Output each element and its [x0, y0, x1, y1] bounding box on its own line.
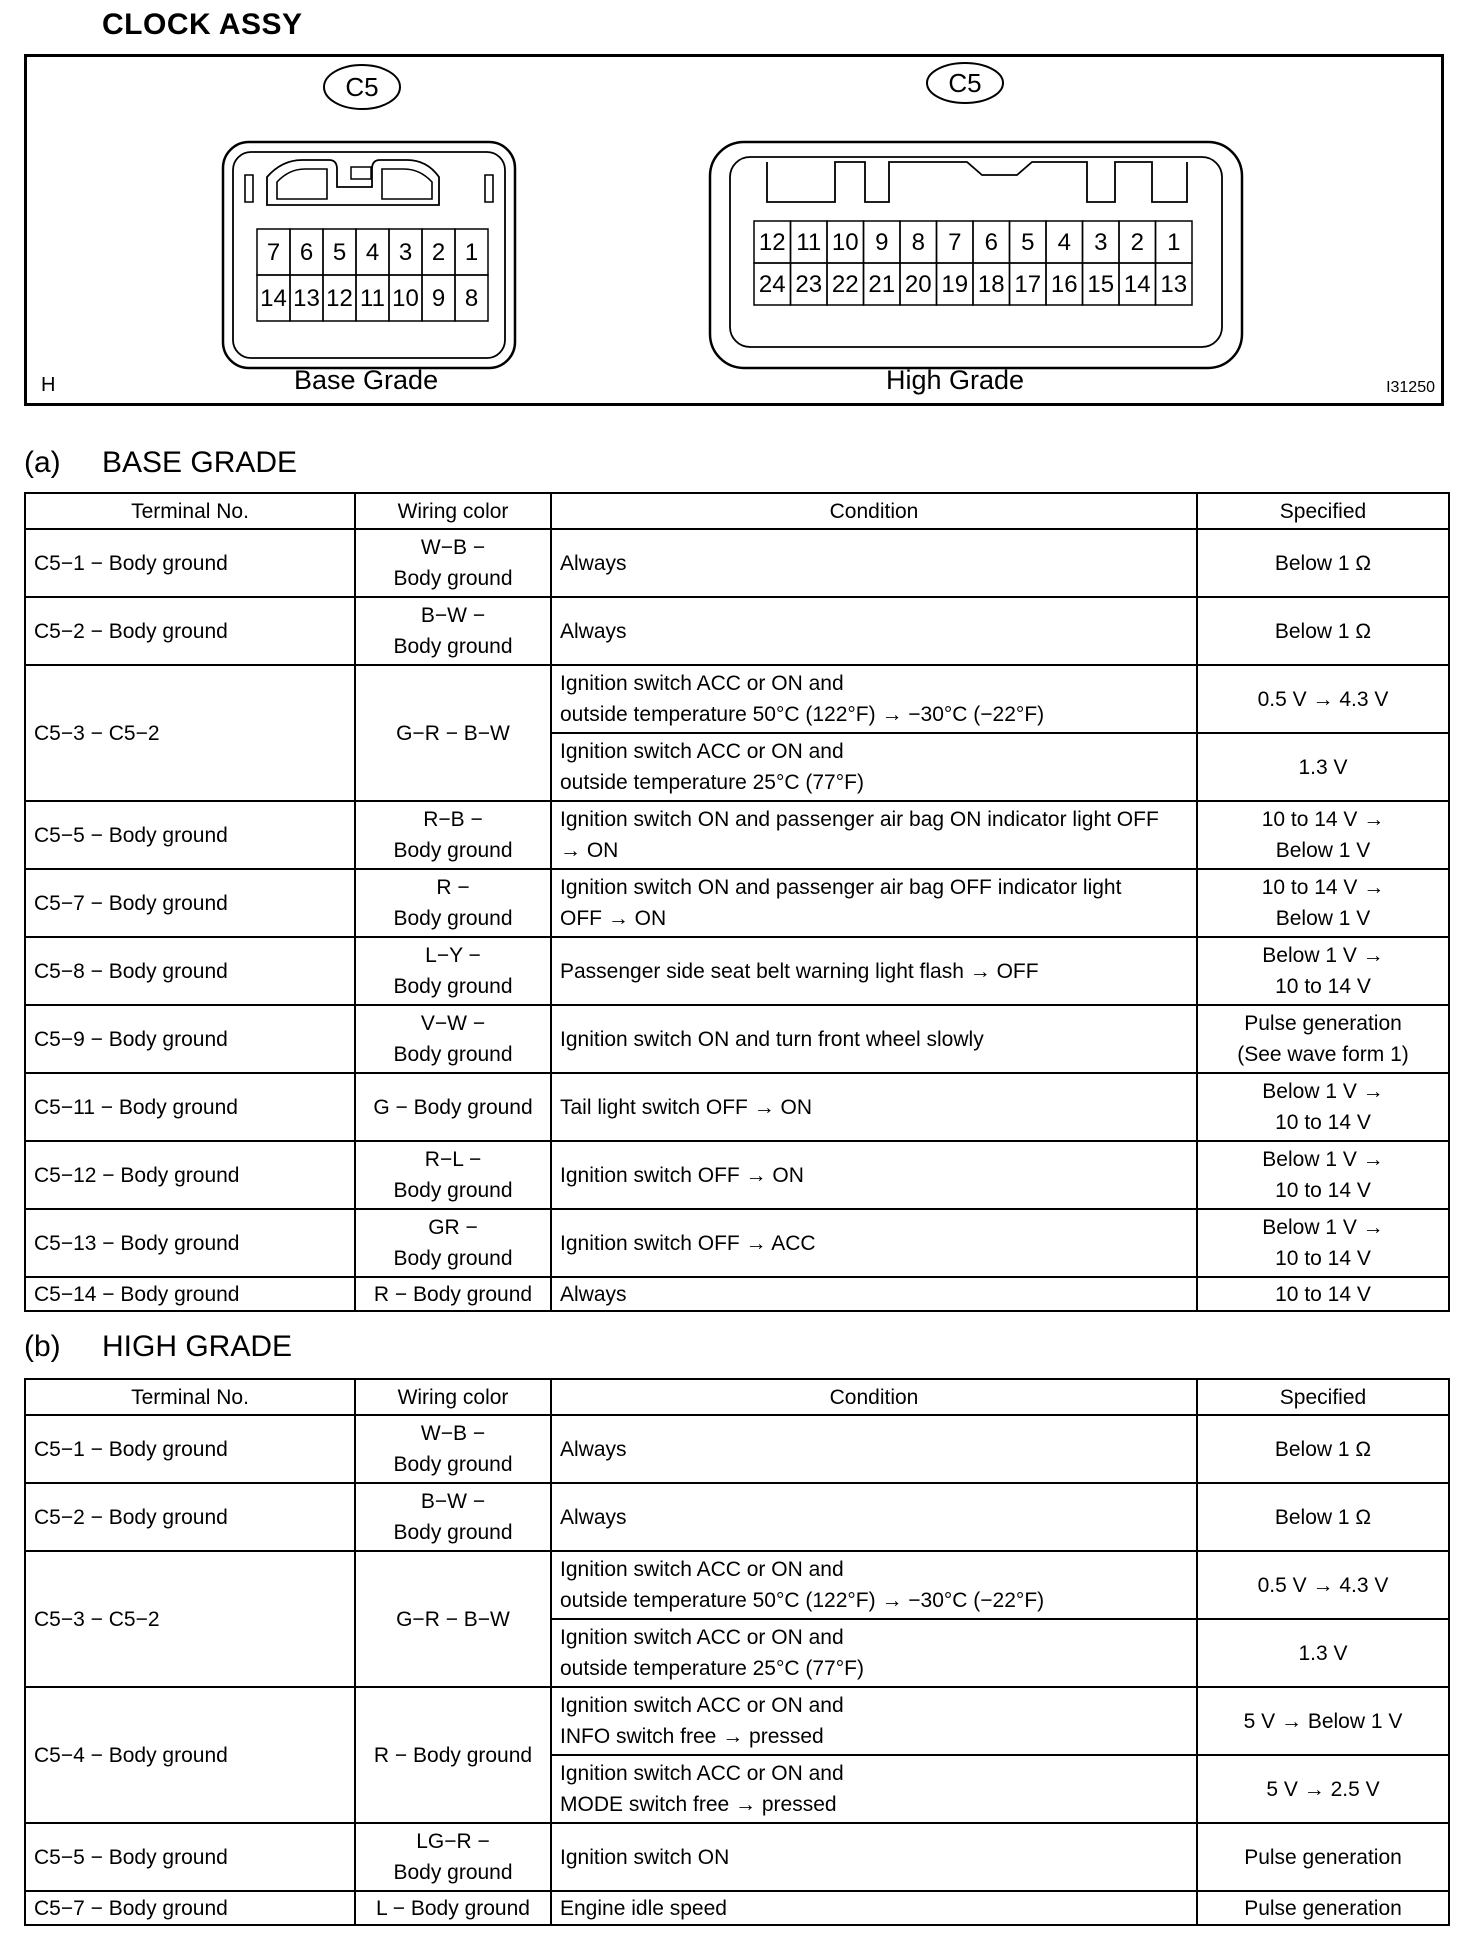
specified-line: 10 to 14 V: [1275, 1111, 1371, 1134]
terminal-cell: C5−3 − C5−2: [25, 1551, 355, 1687]
wiring-cell: [355, 1277, 551, 1311]
specified-line: Below 1 Ω: [1274, 551, 1372, 575]
base-key-notch: [351, 167, 371, 179]
terminal-cell: C5−2 − Body ground: [25, 1483, 355, 1551]
terminal-cell: C5−7 − Body ground: [25, 1891, 355, 1925]
pin-number: 16: [1050, 271, 1078, 298]
specified-cell: [1197, 1005, 1449, 1073]
wiring-line: Body ground: [393, 567, 513, 590]
specified-cell: [1197, 1209, 1449, 1277]
condition-line: → ON: [560, 839, 619, 862]
wiring-cell: [355, 1415, 551, 1483]
condition-cell: [551, 665, 1197, 733]
pin-number: 13: [293, 285, 320, 312]
pin-number: 12: [326, 285, 353, 312]
section-a-heading: [24, 446, 297, 480]
specified-cell: [1197, 1277, 1449, 1311]
table-row: [25, 1551, 1449, 1619]
pin-number: 1: [464, 239, 479, 266]
wiring-line: B−W −: [420, 1490, 486, 1513]
pin-number: 21: [868, 271, 896, 298]
table-row: [25, 937, 1449, 1005]
specified-line: 10 to 14 V: [1275, 1247, 1371, 1270]
specified-line: Below 1 V: [1275, 907, 1371, 930]
figure-code: I31250: [1386, 379, 1435, 396]
wiring-line: Body ground: [393, 1521, 513, 1544]
wiring-cell: [355, 1483, 551, 1551]
condition-cell: [551, 1619, 1197, 1687]
specified-line: 10 to 14 V →: [1261, 876, 1385, 899]
terminal-cell: C5−13 − Body ground: [25, 1209, 355, 1277]
header-wiring: Wiring color: [355, 493, 551, 529]
terminal-cell: C5−1 − Body ground: [25, 1415, 355, 1483]
specified-cell: [1197, 529, 1449, 597]
specified-cell: [1197, 1073, 1449, 1141]
wiring-line: GR −: [428, 1216, 478, 1239]
condition-line: Ignition switch ACC or ON and: [560, 1558, 844, 1581]
wiring-line: W−B −: [420, 1422, 486, 1445]
wiring-line: Body ground: [393, 1453, 513, 1476]
pin-number: 20: [904, 271, 932, 298]
wiring-line: G−R − B−W: [396, 1607, 510, 1631]
wiring-line: R − Body ground: [373, 1282, 533, 1306]
wiring-cell: [355, 1823, 551, 1891]
terminal-cell: C5−8 − Body ground: [25, 937, 355, 1005]
header-condition: Condition: [551, 493, 1197, 529]
wiring-line: LG−R −: [416, 1830, 490, 1853]
condition-cell: [551, 1209, 1197, 1277]
condition-cell: [551, 1415, 1197, 1483]
pin-number: 3: [1094, 229, 1108, 256]
specified-cell: [1197, 1687, 1449, 1755]
condition-cell: [551, 1277, 1197, 1311]
pin-number: 9: [431, 285, 446, 312]
condition-cell: [551, 937, 1197, 1005]
wiring-line: Body ground: [393, 1043, 513, 1066]
header-terminal: Terminal No.: [25, 1379, 355, 1415]
pin-number: 2: [431, 239, 446, 266]
specified-cell: [1197, 1141, 1449, 1209]
high-key-shape: [767, 162, 1187, 202]
high-grade-table: [24, 1378, 1450, 1926]
page-title: CLOCK ASSY: [102, 8, 303, 41]
section-b-letter: (b): [24, 1330, 61, 1363]
condition-line: Ignition switch ACC or ON and: [560, 740, 844, 763]
specified-cell: [1197, 1551, 1449, 1619]
condition-line: Always: [560, 1282, 627, 1306]
condition-cell: [551, 1687, 1197, 1755]
specified-line: Below 1 Ω: [1274, 619, 1372, 643]
specified-cell: [1197, 597, 1449, 665]
condition-line: Ignition switch ON and passenger air bag ON indicator light OFF: [560, 808, 1159, 831]
condition-cell: [551, 1755, 1197, 1823]
table-row: [25, 1073, 1449, 1141]
wiring-cell: [355, 1141, 551, 1209]
terminal-cell: C5−5 − Body ground: [25, 1823, 355, 1891]
condition-line: MODE switch free → pressed: [560, 1793, 837, 1816]
specified-line: Pulse generation: [1244, 1845, 1402, 1869]
base-pin-grid: [257, 229, 488, 321]
condition-line: Tail light switch OFF → ON: [560, 1095, 813, 1119]
specified-line: Below 1 V: [1275, 839, 1371, 862]
wiring-cell: [355, 1891, 551, 1925]
condition-line: outside temperature 50°C (122°F) → −30°C (−22°F): [560, 703, 1045, 726]
table-row: [25, 869, 1449, 937]
terminal-cell: C5−12 − Body ground: [25, 1141, 355, 1209]
section-a-title: BASE GRADE: [102, 446, 298, 479]
condition-line: Ignition switch ACC or ON and: [560, 1626, 844, 1649]
wiring-cell: [355, 937, 551, 1005]
pin-number: 2: [1130, 229, 1144, 256]
specified-line: 5 V → 2.5 V: [1266, 1777, 1380, 1801]
pin-number: 3: [398, 239, 413, 266]
wiring-line: Body ground: [393, 1861, 513, 1884]
table-row: [25, 1005, 1449, 1073]
condition-cell: [551, 597, 1197, 665]
condition-line: outside temperature 25°C (77°F): [560, 1657, 864, 1680]
specified-line: Below 1 Ω: [1274, 1505, 1372, 1529]
specified-line: 0.5 V → 4.3 V: [1257, 687, 1389, 711]
pin-number: 7: [948, 229, 962, 256]
wiring-line: Body ground: [393, 839, 513, 862]
wiring-line: R −: [436, 876, 470, 899]
terminal-cell: C5−1 − Body ground: [25, 529, 355, 597]
specified-line: 10 to 14 V: [1275, 1179, 1371, 1202]
header-condition: Condition: [551, 1379, 1197, 1415]
specified-line: Pulse generation: [1244, 1896, 1402, 1920]
base-key-detail: [277, 169, 432, 199]
connector-diagram: [27, 57, 1441, 403]
condition-line: Ignition switch ON: [560, 1845, 730, 1869]
terminal-cell: C5−11 − Body ground: [25, 1073, 355, 1141]
specified-line: (See wave form 1): [1237, 1043, 1409, 1066]
high-pin-grid: [754, 221, 1192, 305]
specified-line: Below 1 V →: [1262, 944, 1384, 967]
condition-line: Ignition switch OFF → ACC: [560, 1231, 816, 1255]
pin-number: 9: [875, 229, 889, 256]
condition-line: Ignition switch ACC or ON and: [560, 1762, 844, 1785]
specified-line: 0.5 V → 4.3 V: [1257, 1573, 1389, 1597]
wiring-line: Body ground: [393, 907, 513, 930]
specified-line: Below 1 Ω: [1274, 1437, 1372, 1461]
wiring-line: Body ground: [393, 1247, 513, 1270]
specified-cell: [1197, 1483, 1449, 1551]
specified-line: Below 1 V →: [1262, 1080, 1384, 1103]
specified-cell: [1197, 1415, 1449, 1483]
wiring-line: Body ground: [393, 975, 513, 998]
condition-cell: [551, 1073, 1197, 1141]
pin-number: 18: [977, 271, 1005, 298]
pin-number: 8: [464, 285, 479, 312]
wiring-line: L − Body ground: [376, 1896, 530, 1920]
specified-cell: [1197, 801, 1449, 869]
connector-figure: [24, 54, 1444, 406]
specified-cell: [1197, 665, 1449, 733]
wiring-cell: [355, 1209, 551, 1277]
terminal-cell: C5−14 − Body ground: [25, 1277, 355, 1311]
pin-number: 6: [299, 239, 314, 266]
wiring-line: L−Y −: [425, 944, 481, 967]
specified-line: 1.3 V: [1298, 755, 1348, 779]
condition-cell: [551, 1891, 1197, 1925]
condition-line: Always: [560, 1437, 627, 1461]
condition-line: outside temperature 50°C (122°F) → −30°C (−22°F): [560, 1589, 1045, 1612]
wiring-cell: [355, 1687, 551, 1823]
header-terminal: Terminal No.: [25, 493, 355, 529]
pin-number: 4: [365, 239, 380, 266]
wiring-cell: [355, 869, 551, 937]
specified-line: Pulse generation: [1244, 1012, 1402, 1035]
base-grade-label: Base Grade: [294, 365, 439, 395]
table-row: [25, 1415, 1449, 1483]
wiring-line: R−B −: [423, 808, 483, 831]
specified-line: 10 to 14 V →: [1261, 808, 1385, 831]
condition-cell: [551, 1005, 1197, 1073]
connector-id-high: C5: [948, 68, 982, 98]
terminal-cell: C5−2 − Body ground: [25, 597, 355, 665]
pin-number: 19: [941, 271, 969, 298]
connector-id-base: C5: [345, 72, 379, 102]
header-wiring: Wiring color: [355, 1379, 551, 1415]
specified-line: 10 to 14 V: [1275, 1282, 1371, 1306]
base-grade-table: [24, 492, 1450, 1312]
terminal-cell: C5−9 − Body ground: [25, 1005, 355, 1073]
wiring-line: G−R − B−W: [396, 721, 510, 745]
pin-number: 10: [831, 229, 859, 256]
specified-cell: [1197, 869, 1449, 937]
pin-number: 15: [1087, 271, 1115, 298]
pin-number: 12: [758, 229, 786, 256]
table-row: [25, 1141, 1449, 1209]
specified-line: 5 V → Below 1 V: [1243, 1709, 1403, 1733]
condition-line: Ignition switch ON and passenger air bag OFF indicator light: [560, 876, 1122, 899]
wiring-line: R−L −: [424, 1148, 482, 1171]
pin-number: 10: [392, 285, 419, 312]
condition-cell: [551, 1551, 1197, 1619]
wiring-line: Body ground: [393, 635, 513, 658]
condition-cell: [551, 1483, 1197, 1551]
condition-line: INFO switch free → pressed: [560, 1725, 824, 1748]
specified-line: Below 1 V →: [1262, 1148, 1384, 1171]
pin-number: 11: [796, 229, 822, 256]
table-row: [25, 529, 1449, 597]
specified-line: 10 to 14 V: [1275, 975, 1371, 998]
table-row: [25, 1483, 1449, 1551]
condition-line: Engine idle speed: [560, 1896, 727, 1920]
specified-cell: [1197, 733, 1449, 801]
specified-cell: [1197, 1823, 1449, 1891]
table-header-row: [25, 1379, 1449, 1415]
condition-line: Ignition switch ON and turn front wheel slowly: [560, 1027, 984, 1051]
pin-number: 11: [360, 285, 385, 312]
condition-cell: [551, 733, 1197, 801]
wiring-cell: [355, 529, 551, 597]
condition-line: Passenger side seat belt warning light flash → OFF: [560, 959, 1039, 983]
section-a-letter: (a): [24, 446, 61, 479]
specified-cell: [1197, 1755, 1449, 1823]
pin-number: 13: [1160, 271, 1188, 298]
condition-line: OFF → ON: [560, 907, 667, 930]
table-row: [25, 597, 1449, 665]
condition-line: Always: [560, 1505, 627, 1529]
wiring-line: B−W −: [420, 604, 486, 627]
header-specified: Specified: [1197, 493, 1449, 529]
table-row: [25, 1823, 1449, 1891]
condition-line: Always: [560, 551, 627, 575]
pin-number: 24: [758, 271, 786, 298]
terminal-cell: C5−5 − Body ground: [25, 801, 355, 869]
section-b-heading: [24, 1330, 292, 1364]
condition-line: outside temperature 25°C (77°F): [560, 771, 864, 794]
condition-line: Always: [560, 619, 627, 643]
pin-number: 5: [1021, 229, 1035, 256]
wiring-cell: [355, 597, 551, 665]
pin-number: 17: [1014, 271, 1042, 298]
wiring-cell: [355, 1073, 551, 1141]
condition-line: Ignition switch ACC or ON and: [560, 1694, 844, 1717]
specified-cell: [1197, 1619, 1449, 1687]
header-specified: Specified: [1197, 1379, 1449, 1415]
pin-number: 8: [911, 229, 925, 256]
pin-number: 1: [1167, 229, 1181, 256]
table-row: [25, 801, 1449, 869]
condition-line: Ignition switch ACC or ON and: [560, 672, 844, 695]
table-row: [25, 665, 1449, 733]
condition-cell: [551, 869, 1197, 937]
pin-number: 14: [1123, 271, 1151, 298]
wiring-cell: [355, 665, 551, 801]
condition-cell: [551, 529, 1197, 597]
section-b-title: HIGH GRADE: [102, 1330, 293, 1363]
wiring-cell: [355, 801, 551, 869]
pin-number: 6: [984, 229, 998, 256]
condition-cell: [551, 1141, 1197, 1209]
terminal-cell: C5−3 − C5−2: [25, 665, 355, 801]
table-row: [25, 1277, 1449, 1311]
terminal-cell: C5−4 − Body ground: [25, 1687, 355, 1823]
pin-number: 7: [266, 239, 281, 266]
wiring-cell: [355, 1005, 551, 1073]
wiring-line: G − Body ground: [373, 1095, 533, 1119]
table-row: [25, 1891, 1449, 1925]
high-grade-label: High Grade: [886, 365, 1025, 395]
pin-number: 4: [1057, 229, 1071, 256]
table-header-row: [25, 493, 1449, 529]
pin-number: 23: [795, 271, 823, 298]
wiring-line: Body ground: [393, 1179, 513, 1202]
specified-line: 1.3 V: [1298, 1641, 1348, 1665]
pin-number: 14: [260, 285, 287, 312]
condition-cell: [551, 801, 1197, 869]
figure-corner-mark: H: [41, 374, 56, 396]
wiring-line: W−B −: [420, 536, 486, 559]
pin-number: 22: [831, 271, 859, 298]
wiring-line: V−W −: [420, 1012, 486, 1035]
specified-line: Below 1 V →: [1262, 1216, 1384, 1239]
condition-line: Ignition switch OFF → ON: [560, 1163, 804, 1187]
terminal-cell: C5−7 − Body ground: [25, 869, 355, 937]
condition-cell: [551, 1823, 1197, 1891]
table-row: [25, 1209, 1449, 1277]
table-row: [25, 1687, 1449, 1755]
specified-cell: [1197, 937, 1449, 1005]
wiring-line: R − Body ground: [373, 1743, 533, 1767]
pin-number: 5: [332, 239, 347, 266]
specified-cell: [1197, 1891, 1449, 1925]
wiring-cell: [355, 1551, 551, 1687]
